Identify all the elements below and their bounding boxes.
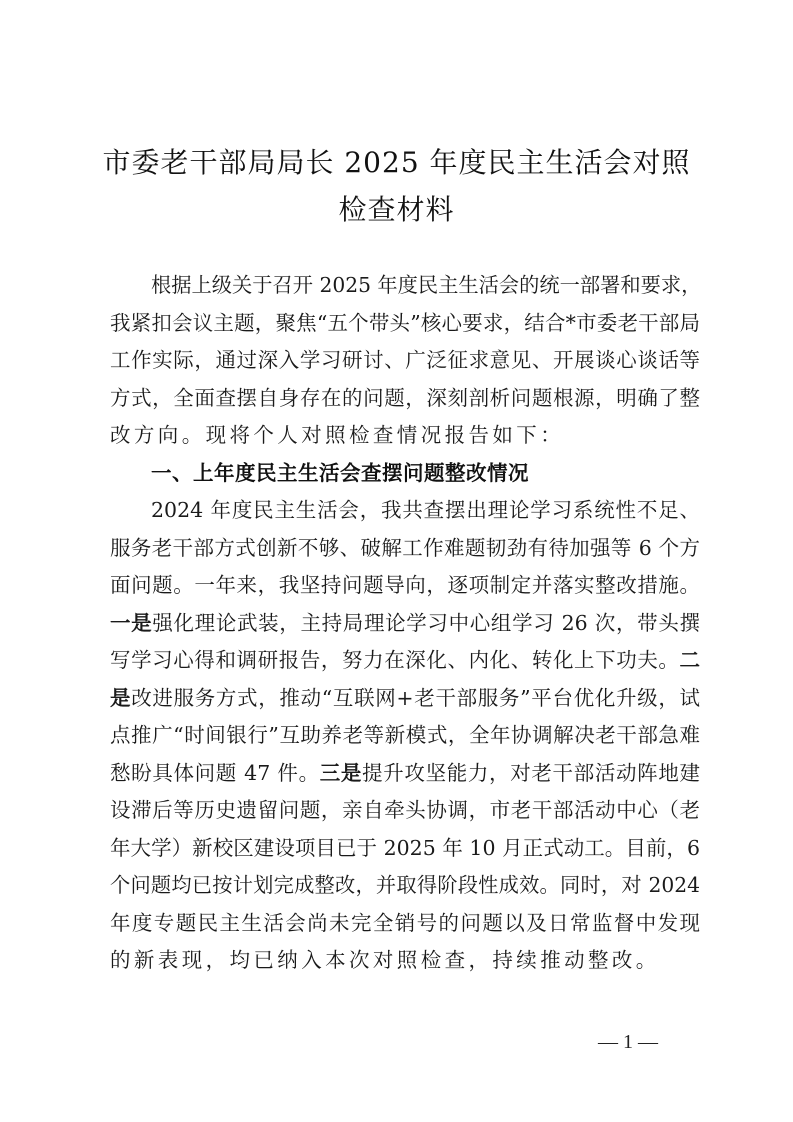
section-line: [110, 680, 700, 716]
bold-lead: 二: [679, 648, 700, 672]
section-line: [110, 755, 700, 791]
line-text: 改进服务方式，推动“互联网+老干部服务”平台优化升级，试: [131, 685, 701, 710]
intro-line: 方式，全面查摆自身存在的问题，深刻剖析问题根源，明确了整: [110, 385, 700, 410]
section-line: 点推广“时间银行”互助养老等新模式，全年协调解决老干部急难: [110, 723, 700, 747]
section-line: 设滞后等历史遗留问题，亲自牵头协调，市老干部活动中心（老: [110, 798, 700, 822]
section-line: 面问题。一年来，我坚持问题导向，逐项制定并落实整改措施。: [110, 573, 700, 597]
bold-lead: 一是: [110, 610, 153, 635]
line-text: 写学习心得和调研报告，努力在深化、内化、转化上下功夫。: [110, 648, 680, 672]
section-line: [110, 642, 700, 678]
section-line: 年大学）新校区建设项目已于 2025 年 10 月正式动工。目前，6: [110, 835, 700, 860]
section-line: 年度专题民主生活会尚未完全销号的问题以及日常监督中发现: [110, 910, 700, 935]
line-text: 强化理论武装，主持局理论学习中心组学习 26 次，带头撰: [152, 610, 700, 635]
document-title-line-1: 市委老干部局局长 2025 年度民主生活会对照: [102, 146, 691, 179]
section-line: [110, 605, 700, 641]
section-line: 2024 年度民主生活会，我共查摆出理论学习系统性不足、: [151, 498, 700, 522]
line-text: 提升攻坚能力，对老干部活动阵地建: [362, 760, 701, 785]
intro-line: 我紧扣会议主题，聚焦“五个带头”核心要求，结合*市委老干部局: [110, 310, 700, 335]
line-text: 愁盼具体问题 47 件。: [110, 760, 320, 785]
bold-lead: 三是: [319, 760, 363, 785]
document-title-line-2: 检查材料: [338, 193, 455, 226]
intro-line: 工作实际，通过深入学习研讨、广泛征求意见、开展谈心谈话等: [110, 348, 700, 372]
section-heading: 一、上年度民主生活会查摆问题整改情况: [151, 460, 529, 485]
bold-lead: 是: [110, 685, 132, 710]
intro-line: 改方向。现将个人对照检查情况报告如下：: [110, 423, 565, 447]
intro-line: 根据上级关于召开 2025 年度民主生活会的统一部署和要求，: [151, 273, 702, 297]
section-line: 的新表现，均已纳入本次对照检查，持续推动整改。: [110, 948, 660, 972]
section-line: 服务老干部方式创新不够、破解工作难题韧劲有待加强等 6 个方: [110, 535, 700, 560]
section-line: 个问题均已按计划完成整改，并取得阶段性成效。同时，对 2024: [110, 873, 700, 897]
page-number: — 1 —: [598, 1031, 658, 1053]
